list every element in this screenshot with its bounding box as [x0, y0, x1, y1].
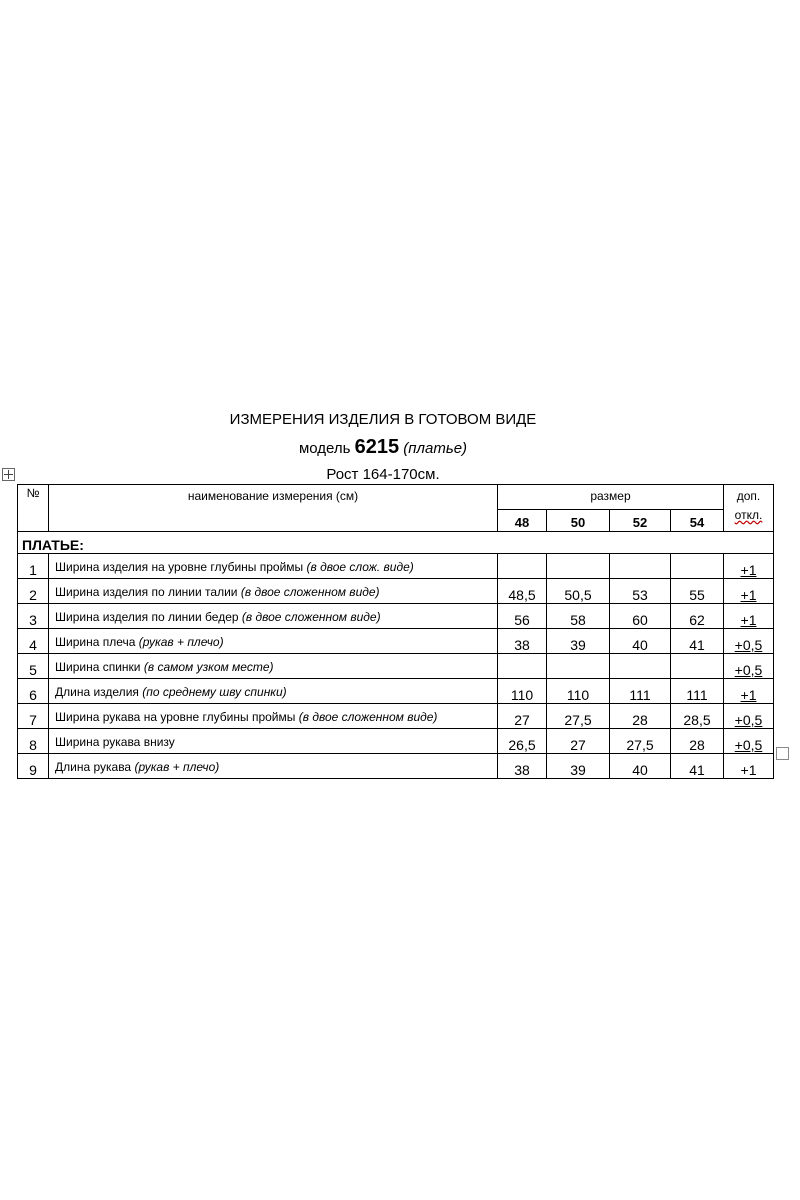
col-number-header: №: [18, 485, 49, 532]
table-row: [18, 654, 774, 679]
table-row: [18, 579, 774, 604]
value-48: 38: [498, 629, 547, 654]
value-48: [498, 554, 547, 579]
value-50: 27,5: [547, 704, 610, 729]
value-48: 38: [498, 754, 547, 779]
value-48: 56: [498, 604, 547, 629]
row-number: 2: [18, 579, 49, 604]
document-title: ИЗМЕРЕНИЯ ИЗДЕЛИЯ В ГОТОВОМ ВИДЕ: [229, 411, 537, 428]
value-52: 40: [610, 754, 671, 779]
tolerance-value: +0,5: [724, 704, 774, 729]
value-52: 60: [610, 604, 671, 629]
tolerance-value: +1: [724, 679, 774, 704]
row-number: 3: [18, 604, 49, 629]
tolerance-label-1: доп.: [736, 489, 761, 503]
value-48: 26,5: [498, 729, 547, 754]
size-header: 52: [610, 510, 671, 532]
value-52: [610, 654, 671, 679]
table-row: [18, 629, 774, 654]
model-number: 6215: [354, 436, 400, 458]
value-54: 55: [671, 579, 724, 604]
value-54: 41: [671, 754, 724, 779]
model-prefix: модель: [298, 440, 351, 457]
table-row: [18, 604, 774, 629]
value-54: 41: [671, 629, 724, 654]
col-size-header: размер: [498, 485, 724, 510]
value-50: 110: [547, 679, 610, 704]
measurement-name: Ширина изделия по линии бедер (в двое сложенном виде): [49, 604, 498, 629]
table-row: [18, 729, 774, 754]
value-50: 39: [547, 754, 610, 779]
value-48: 48,5: [498, 579, 547, 604]
value-52: 53: [610, 579, 671, 604]
value-52: 28: [610, 704, 671, 729]
row-number: 4: [18, 629, 49, 654]
tolerance-value: +0,5: [724, 729, 774, 754]
size-header: 50: [547, 510, 610, 532]
model-line: [0, 436, 766, 459]
section-row: [18, 532, 774, 554]
section-label: ПЛАТЬЕ:: [18, 532, 774, 554]
value-50: [547, 554, 610, 579]
row-number: 8: [18, 729, 49, 754]
value-52: 27,5: [610, 729, 671, 754]
tolerance-value: +1: [724, 754, 774, 779]
value-52: 40: [610, 629, 671, 654]
row-number: 1: [18, 554, 49, 579]
row-number: 9: [18, 754, 49, 779]
value-54: 28,5: [671, 704, 724, 729]
value-54: 28: [671, 729, 724, 754]
header-row: [18, 485, 774, 510]
value-50: [547, 654, 610, 679]
value-52: 111: [610, 679, 671, 704]
size-header: 54: [671, 510, 724, 532]
model-suffix: (платье): [403, 440, 468, 457]
tolerance-value: +0,5: [724, 654, 774, 679]
measurement-name: Длина рукава (рукав + плечо): [49, 754, 498, 779]
row-number: 6: [18, 679, 49, 704]
tolerance-value: +1: [724, 579, 774, 604]
measurement-name: Длина изделия (по среднему шву спинки): [49, 679, 498, 704]
tolerance-value: +0,5: [724, 629, 774, 654]
table-move-handle-icon[interactable]: [2, 468, 15, 481]
size-header: 48: [498, 510, 547, 532]
value-50: 39: [547, 629, 610, 654]
table-row: [18, 754, 774, 779]
measurement-name: Ширина рукава на уровне глубины проймы (в двое сложенном виде): [49, 704, 498, 729]
table-row: [18, 679, 774, 704]
value-50: 58: [547, 604, 610, 629]
measurement-name: Ширина рукава внизу: [49, 729, 498, 754]
tolerance-label-2: откл.: [734, 508, 763, 522]
value-50: 27: [547, 729, 610, 754]
col-tolerance-header: [724, 485, 774, 532]
table-resize-handle-icon[interactable]: [776, 747, 789, 760]
value-54: 111: [671, 679, 724, 704]
row-number: 7: [18, 704, 49, 729]
table-row: [18, 554, 774, 579]
measurement-name: Ширина спинки (в самом узком месте): [49, 654, 498, 679]
value-48: 110: [498, 679, 547, 704]
value-48: 27: [498, 704, 547, 729]
value-50: 50,5: [547, 579, 610, 604]
tolerance-value: +1: [724, 604, 774, 629]
table-row: [18, 704, 774, 729]
value-54: [671, 654, 724, 679]
row-number: 5: [18, 654, 49, 679]
value-54: [671, 554, 724, 579]
col-name-header: наименование измерения (см): [49, 485, 498, 532]
value-52: [610, 554, 671, 579]
measurement-name: Ширина плеча (рукав + плечо): [49, 629, 498, 654]
measurements-table: [17, 484, 774, 779]
height-range: Рост 164-170см.: [326, 466, 440, 483]
tolerance-value: +1: [724, 554, 774, 579]
value-54: 62: [671, 604, 724, 629]
measurement-name: Ширина изделия на уровне глубины проймы (в двое слож. виде): [49, 554, 498, 579]
value-48: [498, 654, 547, 679]
measurement-name: Ширина изделия по линии талии (в двое сложенном виде): [49, 579, 498, 604]
